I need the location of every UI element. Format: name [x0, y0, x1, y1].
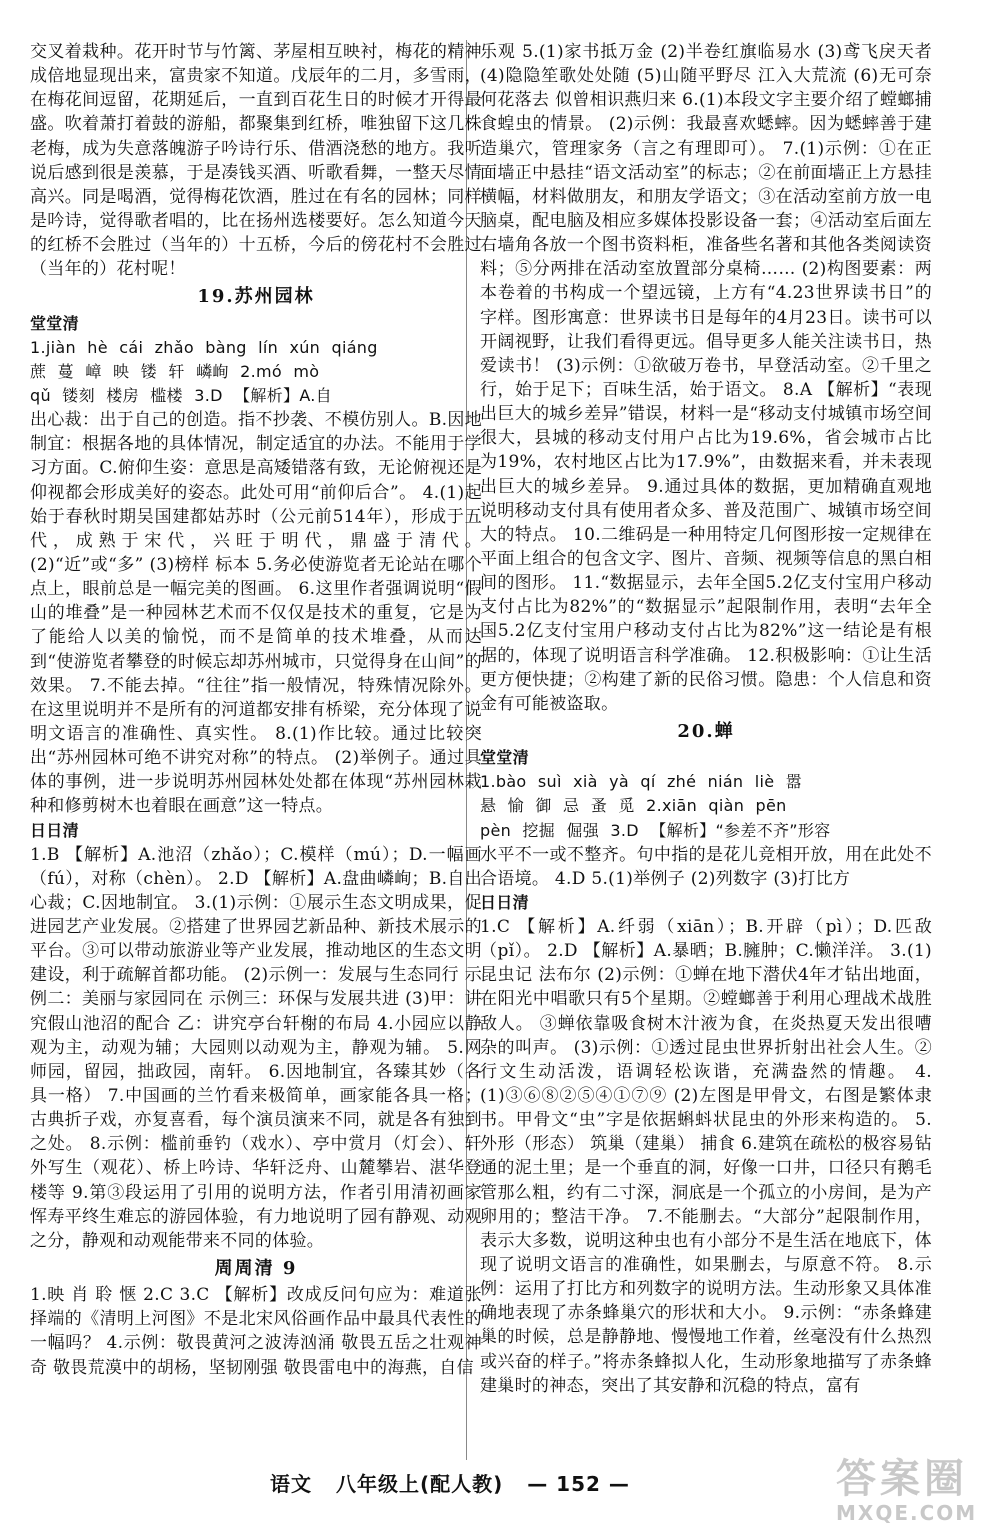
heading-ririqing-2: 日日清: [480, 892, 529, 912]
answers-ririqing-2: 1.C 【解析】A.纤弱（xiān）；B.开辟（pì）；D.匹敌（pǐ）。 2.D 【解析】A.暴晒；B.臃肿；C.懒洋洋。 3.(1)昆虫记 法布尔 (2)示例：①蝉在地下潜伏4年才钻出地面，在阳光中唱歌只有5个星期。②螳螂善于利用心理战术战胜敌人。 ③蝉依靠吸食树木汁液为食，在炎热夏天发出很嘈杂的叫声。 (3)示例：①透过昆虫世界折射出社会人生。②行文生动活泼，语调轻松诙谐，充满盎然的情趣。 4.(1)③⑥⑧②⑤④①⑦⑨ (2)左图是甲骨文，右图是繁体隶书。甲骨文“虫”字是依据蝌蚪状昆虫的外形来构造的。 5.外形（形态） 筑巢（建巢） 捕食 6.建筑在疏松的极容易钻通的泥土里；是一个垂直的洞，好像一口井，口径只有鹅毛管那么粗，约有二寸深，洞底是一个孤立的小房间，是为产卵用的；整洁干净。 7.不能删去。“大部分”起限制作用，表示大多数，说明这种虫也有小部分不是生活在地底下，体现了说明文语言的准确性，如果删去，与原意不符。 8.示例：运用了打比方和列数字的说明方法。生动形象又具体准确地表现了赤条蜂巢穴的形状和大小。 9.示例：“赤条蜂建巢的时候，总是静静地、慢慢地工作着，丝毫没有什么热烈或兴奋的样子。”将赤条蜂拟人化，生动形象地描写了赤条蜂建巢时的神态，突出了其安静和沉稳的特点，富有: [480, 917, 932, 1396]
intro-paragraph: 交叉着栽种。花开时节与竹篱、茅屋相互映衬，梅花的精神成倍地显现出来，富贵家不知道。戊辰年的二月，多雪雨，在梅花间逗留，花期延后，一直到百花生日的时候才开得最盛。吹着萧打着鼓的游船，都聚集到红桥，唯独留下这几株老梅，成为失意落魄游子吟诗行乐、借酒浇愁的地方。我听说后感到很是羡慕，于是凑钱买酒、听歌看舞，一整天尽情高兴。同是喝酒，觉得梅花饮酒，胜过在有名的园林；同样是吟诗，觉得歌者唱的，比在扬州选楼要好。怎么知道今天的红桥不会胜过（当年的）十五桥，今后的傍花村不会胜过（当年的）花村呢！: [30, 42, 482, 280]
page-footer: [270, 1468, 730, 1497]
page-number: — 152 —: [527, 1472, 630, 1496]
heading-ririqing: 日日清: [30, 820, 79, 840]
heading-zhouzhouqing: 周周清 9: [214, 1258, 298, 1280]
pinyin-line-b: 1.bào suì xià yà qí zhé nián liè 嚣: [480, 772, 803, 792]
footer-grade: 八年级上(配人教): [335, 1472, 504, 1496]
heading-tangtangqing: 堂堂清: [30, 313, 79, 333]
section-title-19: 19.苏州园林: [197, 286, 315, 308]
watermark-logo: [836, 1457, 992, 1529]
continued-answers: 乐观 5.(1)家书抵万金 (2)半卷红旗临易水 (3)鸢飞戾天者 (4)隐隐笙歌处处随 (5)山随平野尽 江入大荒流 (6)无可奈何花落去 似曾相识燕归来 6.(1)本段文字主要介绍了螳螂捕食蝗虫的情景。 (2)示例：我最喜欢蟋蟀。因为蟋蟀善于建造巢穴，管理家务（言之有理即可）。 7.(1)示例：①在正面墙正中悬挂“语文活动室”的标志；②在前面墙正上方悬挂横幅，材料做朋友，和朋友学语文；③在活动室前方放一电脑桌，配电脑及相应多媒体投影设备一套；④活动室后面左右墙角各放一个图书资料柜，准备些名著和其他各类阅读资料；⑤分两排在活动室放置部分桌椅…… (2)构图要素：两本卷着的书构成一个望远镜，上方有“4.23世界读书日”的字样。图形寓意：世界读书日是每年的4月23日。读书可以开阔视野，让我们看得更远。倡导更多人能关注读书日，热爱读书！ (3)示例：①欲破万卷书，早登活动室。②千里之行，始于足下；百味生活，始于语文。 8.A 【解析】“表现出巨大的城乡差异”错误，材料一是“移动支付城镇市场空间很大，县城的移动支付用户占比为19.6%，省会城市占比为19%，农村地区占比为17.9%”，由数据来看，并未表现出巨大的城乡差异。 9.通过具体的数据，更加精确直观地说明移动支付具有使用者众多、普及范围广、城镇市场空间大的特点。 10.二维码是一种用特定几何图形按一定规律在平面上组合的包含文字、图片、音频、视频等信息的黑白相间的图形。 11.“数据显示，去年全国5.2亿支付宝用户移动支付占比为82%”的“数据显示”起限制作用，表明“去年全国5.2亿支付宝用户移动支付占比为82%”这一结论是有根据的，体现了说明语言科学准确。 12.积极影响：①让生活更方便快捷；②构建了新的民俗习惯。隐患：个人信息和资金有可能被盗取。: [480, 42, 932, 714]
answers-ririqing: 1.B 【解析】A.池沼（zhǎo）；C.模样（mú）；D.一幅画（fú），对称（chèn）。 2.D 【解析】A.盘曲嶙峋；B.自出心裁；C.因地制宜。 3.(1)示例：①展示生态文明成果，促进园艺产业发展。②搭建了世界园艺新品种、新技术展示的平台。③可以带动旅游业等产业发展，推动地区的生态文明建设，利于疏解首都功能。 (2)示例一：发展与生态同行 示例二：美丽与家园同在 示例三：环保与发展共进 (3)甲：讲究假山池沼的配合 乙：讲究亭台轩榭的布局 4.小园应以静观为主，动观为辅；大园则以动观为主，静观为辅。 5.网师园，留园，拙政园，南轩。 6.因地制宜，各臻其妙（各具一格） 7.中国画的兰竹看来极简单，画家能各具一格；古典折子戏，亦复喜看，每个演员演来不同，就是各有独到之处。 8.示例：槛前垂钓（戏水）、亭中赏月（灯会）、轩外写生（观花）、桥上吟诗、华轩泛舟、山麓攀岩、湛华登楼等 9.第③段运用了引用的说明方法，作者引用清初画家恽寿平终生难忘的游园体验，有力地说明了园有静观、动观之分，静观和动观能带来不同的体验。: [30, 844, 482, 1251]
pinyin-line-2: qǔ 镂刻 楼房 槛楼 3.D 【解析】A.自: [30, 385, 332, 405]
footer-subject: 语文: [270, 1472, 312, 1496]
pinyin-line-b2: pèn 挖掘 倔强 3.D 【解析】“参差不齐”形容: [480, 820, 831, 840]
watermark-url: MXQE.COM: [836, 1501, 978, 1525]
answers-tangtangqing: 出心裁：出于自己的创造。指不抄袭、不模仿别人。B.因地制宜：根据各地的具体情况，制定适宜的办法。不能用于学习方面。C.俯仰生姿：意思是高矮错落有致，无论俯视还是仰视都会形成美好的姿态。此处可用“前仰后合”。 4.(1)起始于春秋时期吴国建都姑苏时（公元前514年），形成于五代，成熟于宋代，兴旺于明代，鼎盛于清代。 (2)“近”或“多” (3)榜样 标本 5.务必使游览者无论站在哪个点上，眼前总是一幅完美的图画。 6.这里作者强调说明“假山的堆叠”是一种园林艺术而不仅仅是技术的重复，它是为了能给人以美的愉悦，而不是简单的技术堆叠，从而达到“使游览者攀登的时候忘却苏州城市，只觉得身在山间”的效果。 7.不能去掉。“往往”指一般情况，特殊情况除外。在这里说明并不是所有的河道都安排有桥梁，充分体现了说明文语言的准确性、真实性。 8.(1)作比较。通过比较突出“苏州园林可绝不讲究对称”的特点。 (2)举例子。通过具体的事例，进一步说明苏州园林处处都在体现“苏州园林栽种和修剪树木也着眼在画意”这一特点。: [30, 410, 482, 817]
watermark-big-text: 答案圈: [836, 1456, 968, 1502]
left-column: [30, 40, 482, 1380]
chars-line: 蔗 蔓 嶂 映 镂 轩 嶙峋 2.mó mò: [30, 361, 320, 381]
pinyin-line: 1.jiàn hè cái zhǎo bàng lín xún qiáng: [30, 337, 378, 357]
heading-tangtangqing-2: 堂堂清: [480, 748, 529, 768]
section-title-20: 20.蝉: [677, 720, 735, 742]
right-column: [480, 40, 932, 1398]
answers-tangtangqing-2: 水平不一或不整齐。句中指的是花儿竞相开放，用在此处不合语境。 4.D 5.(1)举例子 (2)列数字 (3)打比方: [480, 844, 932, 889]
chars-line-b: 悬 愉 御 忌 蚤 觅 2.xiān qiàn pēn: [480, 796, 787, 816]
answers-zhouzhouqing: 1.映 肖 聆 惬 2.C 3.C 【解析】改成反问句应为：难道张择端的《清明上河图》不是北宋风俗画作品中最具代表性的一幅吗？ 4.示例：敬畏黄河之波涛汹涌 敬畏五岳之壮观神奇 敬畏荒漠中的胡杨，坚韧刚强 敬畏雷电中的海燕，自信: [30, 1285, 482, 1378]
